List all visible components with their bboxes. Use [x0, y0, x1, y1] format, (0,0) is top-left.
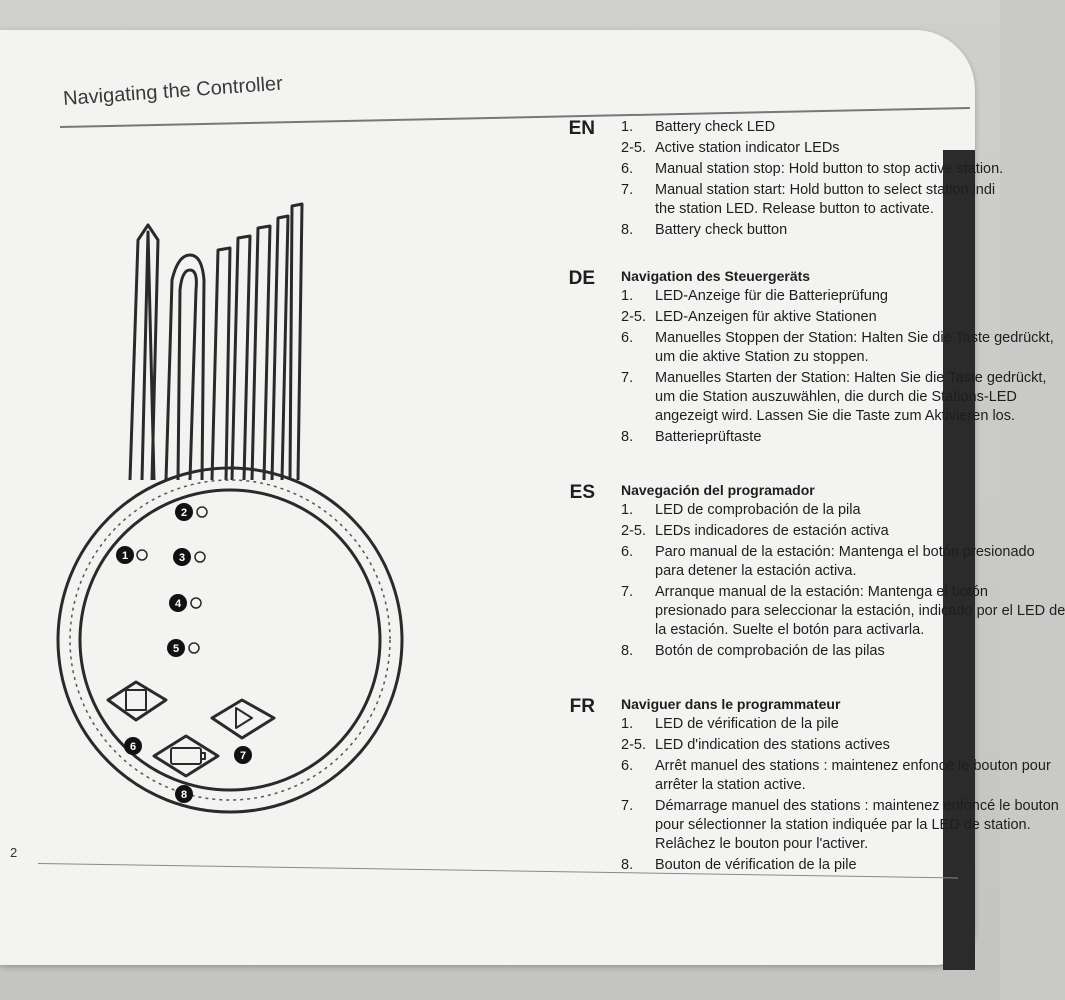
section-heading: Navegación del programador	[621, 482, 815, 498]
station-led-2	[197, 507, 207, 517]
battery-led	[137, 550, 147, 560]
callout-3	[173, 548, 191, 566]
list-item: 1. Battery check LED	[621, 119, 776, 135]
list-item: 6. Paro manual de la estación: Mantenga el botón presionado para detener la estación activa.	[621, 544, 1035, 579]
manual-start-button[interactable]	[212, 700, 274, 738]
section-heading: Navigation des Steuergeräts	[621, 268, 811, 284]
list-item: 1. LED de comprobación de la pila	[621, 502, 861, 518]
svg-text:2: 2	[180, 507, 188, 519]
controller-body	[58, 468, 402, 812]
list-item: 1. LED-Anzeige für die Batterieprüfung	[621, 288, 888, 304]
list-item: 2-5. LED-Anzeigen für aktive Stationen	[621, 309, 877, 325]
list-item: 1. LED de vérification de la pile	[621, 716, 839, 732]
svg-text:6: 6	[129, 741, 137, 753]
station-led-3	[195, 552, 205, 562]
svg-text:3: 3	[178, 552, 186, 564]
manual-stop-button[interactable]	[108, 682, 166, 720]
list-item: 8. Botón de comprobación de las pilas	[621, 643, 885, 659]
list-item: 8. Battery check button	[621, 222, 788, 238]
svg-text:7: 7	[239, 750, 247, 762]
list-item: 2-5. Active station indicator LEDs	[621, 140, 840, 156]
manual-page	[0, 30, 1065, 965]
list-item: 7. Démarrage manuel des stations : maintenez enfoncé le bouton pour sélectionner la station indiquée par la LED de station. Relâchez le bouton pour l'activer.	[621, 798, 1059, 852]
callout-2	[175, 503, 193, 521]
list-item: 2-5. LEDs indicadores de estación activa	[621, 523, 889, 539]
callout-1	[116, 546, 134, 564]
list-item: 6. Manuelles Stoppen der Station: Halten Sie die Taste gedrückt, um die aktive Station zu stoppen.	[621, 330, 1054, 365]
list-item: 8. Batterieprüftaste	[621, 429, 762, 445]
svg-text:1: 1	[121, 550, 129, 562]
list-item: 7. Manual station start: Hold button to select station indi the station LED. Release button to activate.	[621, 182, 996, 217]
station-led-4	[191, 598, 201, 608]
controller-diagram	[30, 170, 390, 810]
list-item: 2-5. LED d'indication des stations actives	[621, 737, 890, 753]
battery-check-button[interactable]	[154, 736, 218, 776]
page-number: 2	[10, 845, 18, 860]
svg-text:8: 8	[180, 789, 188, 801]
language-code: ES	[569, 482, 595, 503]
callout-7	[234, 746, 252, 764]
list-item: 8. Bouton de vérification de la pile	[621, 857, 857, 873]
station-led-5	[189, 643, 199, 653]
language-code: FR	[569, 696, 595, 717]
callout-4	[169, 594, 187, 612]
svg-text:5: 5	[172, 643, 180, 655]
list-item: 6. Arrêt manuel des stations : maintenez enfoncé le bouton pour arrêter la station active.	[621, 758, 1051, 793]
page-title: Navigating the Controller	[62, 72, 284, 111]
wire-bundle	[130, 204, 302, 480]
callout-5	[167, 639, 185, 657]
section-heading: Naviguer dans le programmateur	[621, 696, 841, 712]
list-item: 6. Manual station stop: Hold button to stop active station.	[621, 161, 1004, 177]
list-item: 7. Arranque manual de la estación: Mantenga el botón presionado para seleccionar la estación, indicado por el LED de la estación. Suelte el botón para activarla.	[621, 584, 1065, 638]
callout-8	[175, 785, 193, 803]
list-item: 7. Manuelles Starten der Station: Halten Sie die Taste gedrückt, um die Station auszuwählen, die durch die Stations-LED angezeigt wird. Lassen Sie die Taste zum Aktivieren los.	[621, 370, 1047, 424]
language-code: EN	[568, 118, 595, 139]
svg-text:4: 4	[174, 598, 182, 610]
callout-6	[124, 737, 142, 755]
language-code: DE	[568, 268, 595, 289]
